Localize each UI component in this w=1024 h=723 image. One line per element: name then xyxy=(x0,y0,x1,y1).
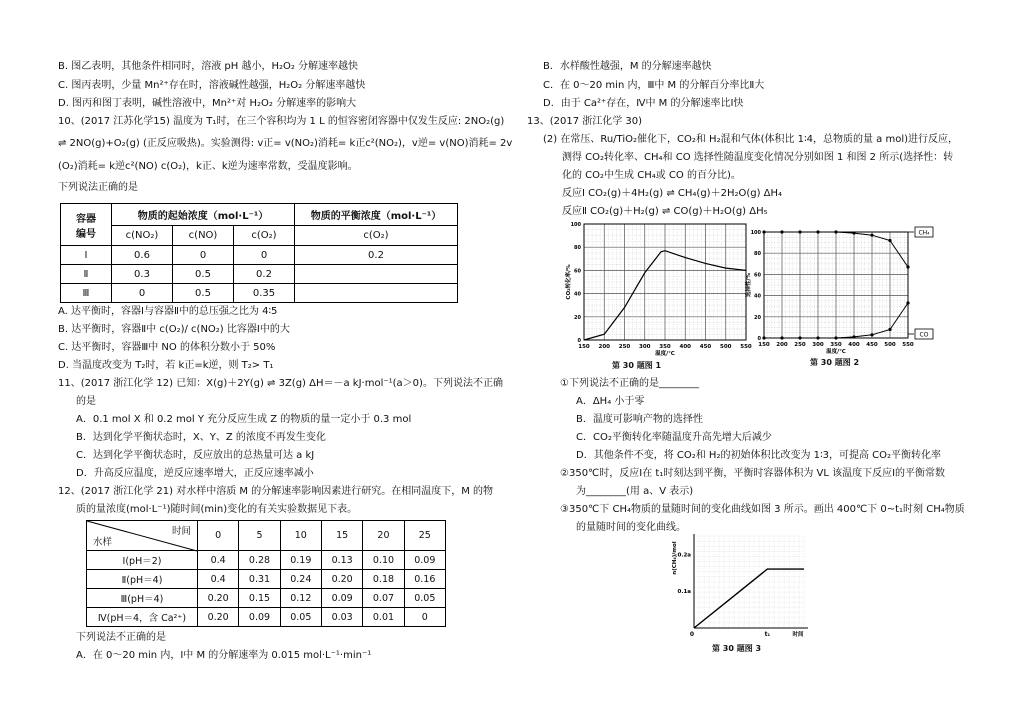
table2-time-header: 20 xyxy=(363,521,404,551)
table2-cell: 0.4 xyxy=(198,551,239,570)
x-tick-label: 450 xyxy=(866,342,878,348)
y-tick-label: 0.1a xyxy=(677,589,691,596)
x-tick-label: 500 xyxy=(720,344,732,350)
q10-table xyxy=(60,203,458,303)
table-row xyxy=(87,570,446,589)
q13-sub1: ①下列说法不正确的是________ xyxy=(560,378,699,389)
ch4-point xyxy=(834,230,837,233)
table2-cell: 0.20 xyxy=(198,589,239,608)
x-tick-label: 400 xyxy=(848,342,860,348)
table2-cell: 0.20 xyxy=(321,570,362,589)
ch4-series-label: CH₄ xyxy=(918,229,930,237)
q12-option-d: D．由于 Ca²⁺存在，Ⅳ中 M 的分解速率比Ⅰ快 xyxy=(543,98,744,109)
table2-cell: 0.10 xyxy=(363,551,404,570)
q10-stem-2: ⇌ 2NO(g)+O₂(g) (正反应吸热)。实验测得: v正= v(NO₂)消耗= k正c²(NO₂)，v逆= v(NO)消耗= 2v xyxy=(58,138,513,149)
table2-row-label: Ⅲ(pH＝4) xyxy=(87,589,198,608)
q10-option-c: C. 达平衡时，容器Ⅲ中 NO 的体积分数小于 50% xyxy=(58,342,276,353)
x-axis-label: 温度/℃ xyxy=(826,349,846,355)
table2-cell: 0.07 xyxy=(363,589,404,608)
q12-stem-2: 质的量浓度(mol·L⁻¹)随时间(min)变化的有关实验数据见下表。 xyxy=(76,504,358,515)
co-point xyxy=(780,336,783,339)
q10-stem-1: 10、(2017 江苏化学15) 温度为 T₁时，在三个容积均为 1 L 的恒容密闭容器中仅发生反应: 2NO₂(g) xyxy=(58,116,505,127)
table2-cell: 0.24 xyxy=(280,570,321,589)
table-row xyxy=(61,284,458,303)
table2-corner-sample: 水样 xyxy=(93,537,113,548)
table2-row-label: Ⅱ(pH＝4) xyxy=(87,570,198,589)
table2-cell: 0.4 xyxy=(198,570,239,589)
ch4-point xyxy=(870,234,873,237)
figure-1-caption: 第 30 题图 1 xyxy=(612,361,662,370)
y-tick-label: 40 xyxy=(574,291,581,298)
table2-cell: 0.09 xyxy=(321,589,362,608)
ch4-point xyxy=(852,231,855,234)
y-axis-label: n(CH₄)/mol xyxy=(672,541,678,575)
q11-option-d: D．升高反应温度，逆反应速率增大，正反应速率减小 xyxy=(76,468,314,479)
x-tick-label: 400 xyxy=(679,344,691,350)
x-axis-label: 温度/℃ xyxy=(655,351,675,357)
table1-header-container-label: 容器 xyxy=(76,213,96,225)
reaction-2: 反应Ⅱ CO₂(g)＋H₂(g) ⇌ CO(g)＋H₂O(g) ΔH₅ xyxy=(562,206,768,217)
x-tick-label: 550 xyxy=(902,342,914,348)
y-tick-label: 40 xyxy=(754,293,761,300)
table-row xyxy=(61,246,458,265)
table2-cell: 0.19 xyxy=(280,551,321,570)
table2-cell: 0.12 xyxy=(280,589,321,608)
origin-label: 0 xyxy=(689,631,695,638)
x-tick-label: 550 xyxy=(740,344,752,350)
x-tick-label: 150 xyxy=(578,344,590,350)
table1-cell: 0.35 xyxy=(234,284,295,303)
q13-sub1-c: C．CO₂平衡转化率随温度升高先增大后减少 xyxy=(576,432,772,443)
q11-option-c: C．达到化学平衡状态时，反应放出的总热量可达 a kJ xyxy=(76,450,315,461)
q13-sub2: ②350℃时，反应Ⅰ在 t₁时刻达到平衡，平衡时容器体积为 VL 该温度下反应Ⅰ的平衡常数 xyxy=(560,468,946,479)
figure-2-chart xyxy=(748,222,938,360)
table1-cell: 0 xyxy=(112,284,173,303)
figure-3-chart xyxy=(668,530,818,642)
table1-sub-o2: c(O₂) xyxy=(234,226,295,246)
table2-cell: 0.03 xyxy=(321,608,362,627)
x-axis-label: 时间 xyxy=(792,632,804,638)
q10-option-b: B. 达平衡时，容器Ⅱ中 c(O₂)/ c(NO₂) 比容器Ⅰ中的大 xyxy=(58,324,290,335)
table1-cell: 0.6 xyxy=(112,246,173,265)
y-axis-label: CO₂转化率/% xyxy=(566,264,572,300)
table1-sub-no: c(NO) xyxy=(173,226,234,246)
figure-2-caption: 第 30 题图 2 xyxy=(810,358,860,367)
table1-header-number-label: 编号 xyxy=(76,228,96,240)
q13-sub1-a: A．ΔH₄ 小于零 xyxy=(576,396,645,407)
table1-sub-no2: c(NO₂) xyxy=(112,226,173,246)
ch4-point xyxy=(906,265,909,268)
table2-time-header: 15 xyxy=(321,521,362,551)
table2-time-header: 5 xyxy=(239,521,280,551)
x-tick-label: 300 xyxy=(812,342,824,348)
table2-cell: 0.09 xyxy=(239,608,280,627)
q10-stem-3: (O₂)消耗= k逆c²(NO) c(O₂)，k正、k逆为速率常数，受温度影响。 xyxy=(58,161,358,172)
y-axis-label: 选择性/% xyxy=(746,272,752,298)
q11-stem-2: 的是 xyxy=(76,396,96,407)
q13-part2-1: (2) 在常压、Ru/TiO₂催化下，CO₂和 H₂混和气体(体积比 1∶4，总物质的量 a mol)进行反应， xyxy=(543,134,959,145)
table2-row-label: Ⅰ(pH＝2) xyxy=(87,551,198,570)
y-tick-label: 100 xyxy=(750,230,761,236)
ch4-point xyxy=(888,239,891,242)
co-point xyxy=(834,336,837,339)
y-tick-label: 20 xyxy=(754,314,761,321)
x-tick-label: 250 xyxy=(794,342,806,348)
table1-cell: Ⅰ xyxy=(61,246,112,265)
co-series-label: CO xyxy=(919,331,929,339)
co-point xyxy=(798,336,801,339)
y-tick-label: 20 xyxy=(574,314,581,321)
table1-cell xyxy=(295,284,458,303)
x-tick-label: 450 xyxy=(699,344,712,350)
y-tick-label: 100 xyxy=(570,222,581,228)
table1-header-equilibrium: 物质的平衡浓度（mol·L⁻¹） xyxy=(295,204,458,226)
co-point xyxy=(762,336,765,339)
table1-sub-o2-eq: c(O₂) xyxy=(295,226,458,246)
q12-table xyxy=(86,520,446,627)
q13-sub1-d: D．其他条件不变，将 CO₂和 H₂的初始体积比改变为 1∶3，可提高 CO₂平衡转化率 xyxy=(576,450,941,461)
x-tick-label: 250 xyxy=(618,344,631,350)
co-point xyxy=(870,333,873,336)
table2-cell: 0.28 xyxy=(239,551,280,570)
co-point xyxy=(852,335,855,338)
q9-option-b: B. 图乙表明，其他条件相同时，溶液 pH 越小，H₂O₂ 分解速率越快 xyxy=(58,61,359,72)
y-tick-label: 60 xyxy=(574,268,581,275)
table2-cell: 0.01 xyxy=(363,608,404,627)
table2-cell: 0 xyxy=(404,608,445,627)
ch4-point xyxy=(816,230,819,233)
q13-sub3: ③350℃下 CH₄物质的量随时间的变化曲线如图 3 所示。画出 400℃下 0~t₁时刻 CH₄物质 xyxy=(560,504,965,515)
q11-option-b: B．达到化学平衡状态时，X、Y、Z 的浓度不再发生变化 xyxy=(76,432,326,443)
x-tick-label: 350 xyxy=(830,342,842,348)
table2-time-header: 25 xyxy=(404,521,445,551)
q10-prompt: 下列说法正确的是 xyxy=(58,182,138,193)
y-tick-label: 0.2a xyxy=(677,552,691,559)
q12-option-b: B．水样酸性越强，M 的分解速率越快 xyxy=(543,61,712,72)
table2-cell: 0.18 xyxy=(363,570,404,589)
table1-header-initial: 物质的起始浓度（mol·L⁻¹） xyxy=(112,204,295,226)
q13-part2-3: 化的 CO₂中生成 CH₄或 CO 的百分比)。 xyxy=(562,170,741,181)
table1-cell: 0.5 xyxy=(173,265,234,284)
q12-prompt: 下列说法不正确的是 xyxy=(76,632,166,643)
y-tick-label: 80 xyxy=(574,245,581,252)
table2-cell: 0.20 xyxy=(198,608,239,627)
table2-corner-time: 时间 xyxy=(171,526,191,537)
figure-3-caption: 第 30 题图 3 xyxy=(712,644,762,653)
table1-header-container xyxy=(61,204,112,246)
table2-cell: 0.15 xyxy=(239,589,280,608)
table1-cell: 0.2 xyxy=(234,265,295,284)
table1-cell xyxy=(295,265,458,284)
x-tick-label: 200 xyxy=(776,342,788,348)
x-tick-label: 200 xyxy=(598,344,610,350)
table2-time-header: 10 xyxy=(280,521,321,551)
table2-cell: 0.05 xyxy=(280,608,321,627)
table2-cell: 0.13 xyxy=(321,551,362,570)
q10-option-d: D. 当温度改变为 T₂时，若 k正=k逆，则 T₂> T₁ xyxy=(58,360,274,371)
table2-corner xyxy=(87,521,198,551)
table2-row-label: Ⅳ(pH＝4，含 Ca²⁺) xyxy=(87,608,198,627)
table1-cell: 0.5 xyxy=(173,284,234,303)
table-row xyxy=(87,551,446,570)
table-row xyxy=(87,608,446,627)
table2-cell: 0.05 xyxy=(404,589,445,608)
q12-stem: 12、(2017 浙江化学 21) 对水样中溶质 M 的分解速率影响因素进行研究。在相同温度下，M 的物 xyxy=(58,486,494,497)
x-tick-label: 350 xyxy=(659,344,671,350)
q9-option-d: D. 图丙和图丁表明，碱性溶液中，Mn²⁺对 H₂O₂ 分解速率的影响大 xyxy=(58,98,357,109)
y-tick-label: 60 xyxy=(754,272,761,279)
table2-cell: 0.16 xyxy=(404,570,445,589)
table1-cell: 0 xyxy=(173,246,234,265)
t1-tick-label: t₁ xyxy=(764,631,771,638)
table2-time-header: 0 xyxy=(198,521,239,551)
q10-option-a: A. 达平衡时，容器Ⅰ与容器Ⅱ中的总压强之比为 4∶5 xyxy=(58,306,278,317)
q13-sub3-2: 的量随时间的变化曲线。 xyxy=(576,522,686,533)
co-point xyxy=(906,301,909,304)
table1-cell: 0 xyxy=(234,246,295,265)
figure-1-chart xyxy=(560,220,755,360)
table2-cell: 0.31 xyxy=(239,570,280,589)
x-tick-label: 500 xyxy=(884,342,896,348)
q12-option-c: C．在 0～20 min 内，Ⅲ中 M 的分解百分率比Ⅱ大 xyxy=(543,80,765,91)
co-point xyxy=(816,336,819,339)
co-point xyxy=(888,328,891,331)
y-tick-label: 0 xyxy=(757,336,761,342)
table1-cell: Ⅱ xyxy=(61,265,112,284)
q9-option-c: C. 图丙表明，少量 Mn²⁺存在时，溶液碱性越强，H₂O₂ 分解速率越快 xyxy=(58,80,366,91)
ch4-point xyxy=(798,230,801,233)
q13-sub1-b: B．温度可影响产物的选择性 xyxy=(576,414,703,425)
ch4-point xyxy=(762,230,765,233)
q13-stem: 13、(2017 浙江化学 30) xyxy=(527,116,643,127)
q12-option-a: A．在 0～20 min 内，Ⅰ中 M 的分解速率为 0.015 mol·L⁻¹·min⁻¹ xyxy=(76,650,372,661)
q13-part2-2: 测得 CO₂转化率、CH₄和 CO 选择性随温度变化情况分别如图 1 和图 2 所示(选择性：转 xyxy=(562,152,954,163)
q11-option-a: A．0.1 mol X 和 0.2 mol Y 充分反应生成 Z 的物质的量一定小于 0.3 mol xyxy=(76,414,412,425)
q11-stem: 11、(2017 浙江化学 12) 已知：X(g)＋2Y(g) ⇌ 3Z(g) ΔH＝－a kJ·mol⁻¹(a＞0)。下列说法不正确 xyxy=(58,378,503,389)
q13-sub2-2: 为________(用 a、V 表示) xyxy=(576,486,694,497)
table1-cell: 0.3 xyxy=(112,265,173,284)
x-tick-label: 150 xyxy=(758,342,770,348)
x-tick-label: 300 xyxy=(639,344,651,350)
table1-cell: 0.2 xyxy=(295,246,458,265)
table2-cell: 0.09 xyxy=(404,551,445,570)
y-tick-label: 80 xyxy=(754,251,761,258)
table-row xyxy=(87,589,446,608)
table1-cell: Ⅲ xyxy=(61,284,112,303)
table-row xyxy=(61,265,458,284)
ch4-point xyxy=(780,230,783,233)
y-tick-label: 0 xyxy=(577,338,581,344)
reaction-1: 反应Ⅰ CO₂(g)＋4H₂(g) ⇌ CH₄(g)＋2H₂O(g) ΔH₄ xyxy=(562,188,783,199)
